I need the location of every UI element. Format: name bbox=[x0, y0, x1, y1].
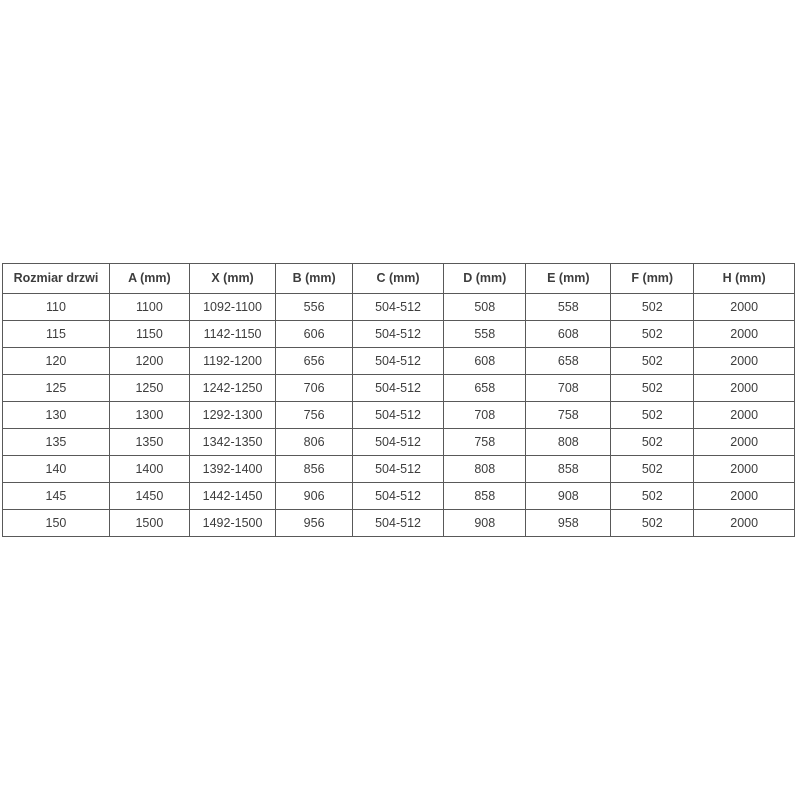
table-cell: 808 bbox=[444, 456, 526, 483]
table-cell: 504-512 bbox=[353, 429, 444, 456]
table-cell: 656 bbox=[276, 348, 353, 375]
table-cell: 1450 bbox=[109, 483, 189, 510]
table-cell: 504-512 bbox=[353, 294, 444, 321]
table-cell: 1150 bbox=[109, 321, 189, 348]
door-size-table bbox=[2, 263, 795, 537]
column-header: X (mm) bbox=[189, 264, 275, 294]
table-cell: 1400 bbox=[109, 456, 189, 483]
table-row bbox=[3, 456, 795, 483]
table-cell: 504-512 bbox=[353, 375, 444, 402]
table-cell: 502 bbox=[611, 348, 694, 375]
table-row bbox=[3, 321, 795, 348]
table-cell: 608 bbox=[444, 348, 526, 375]
table-header-row bbox=[3, 264, 795, 294]
table-cell: 504-512 bbox=[353, 321, 444, 348]
table-cell: 140 bbox=[3, 456, 110, 483]
table-cell: 502 bbox=[611, 294, 694, 321]
table-cell: 558 bbox=[444, 321, 526, 348]
table-cell: 1142-1150 bbox=[189, 321, 275, 348]
table-cell: 756 bbox=[276, 402, 353, 429]
table-cell: 606 bbox=[276, 321, 353, 348]
table-cell: 1100 bbox=[109, 294, 189, 321]
table-cell: 2000 bbox=[694, 294, 795, 321]
table-cell: 858 bbox=[526, 456, 611, 483]
table-cell: 758 bbox=[526, 402, 611, 429]
table-cell: 1200 bbox=[109, 348, 189, 375]
column-header: B (mm) bbox=[276, 264, 353, 294]
table-cell: 808 bbox=[526, 429, 611, 456]
table-cell: 135 bbox=[3, 429, 110, 456]
table-row bbox=[3, 375, 795, 402]
column-header: Rozmiar drzwi bbox=[3, 264, 110, 294]
table-cell: 504-512 bbox=[353, 456, 444, 483]
table-cell: 502 bbox=[611, 429, 694, 456]
table-cell: 502 bbox=[611, 402, 694, 429]
table-cell: 508 bbox=[444, 294, 526, 321]
table-cell: 502 bbox=[611, 321, 694, 348]
table-cell: 130 bbox=[3, 402, 110, 429]
table-cell: 120 bbox=[3, 348, 110, 375]
table-cell: 150 bbox=[3, 510, 110, 537]
table-cell: 2000 bbox=[694, 375, 795, 402]
table-cell: 908 bbox=[444, 510, 526, 537]
table-cell: 1492-1500 bbox=[189, 510, 275, 537]
table-cell: 2000 bbox=[694, 348, 795, 375]
table-cell: 504-512 bbox=[353, 483, 444, 510]
table-cell: 1242-1250 bbox=[189, 375, 275, 402]
table-cell: 1192-1200 bbox=[189, 348, 275, 375]
table-cell: 1092-1100 bbox=[189, 294, 275, 321]
table-cell: 502 bbox=[611, 375, 694, 402]
column-header: H (mm) bbox=[694, 264, 795, 294]
table-cell: 2000 bbox=[694, 321, 795, 348]
table-cell: 806 bbox=[276, 429, 353, 456]
table-cell: 110 bbox=[3, 294, 110, 321]
table-row bbox=[3, 402, 795, 429]
table-cell: 1442-1450 bbox=[189, 483, 275, 510]
table-header bbox=[3, 264, 795, 294]
table-row bbox=[3, 294, 795, 321]
table-cell: 758 bbox=[444, 429, 526, 456]
table-cell: 504-512 bbox=[353, 348, 444, 375]
table-cell: 858 bbox=[444, 483, 526, 510]
column-header: F (mm) bbox=[611, 264, 694, 294]
table-cell: 706 bbox=[276, 375, 353, 402]
table-cell: 906 bbox=[276, 483, 353, 510]
table-cell: 958 bbox=[526, 510, 611, 537]
table-cell: 2000 bbox=[694, 402, 795, 429]
table-row bbox=[3, 510, 795, 537]
column-header: A (mm) bbox=[109, 264, 189, 294]
table-cell: 708 bbox=[444, 402, 526, 429]
column-header: D (mm) bbox=[444, 264, 526, 294]
table-cell: 1250 bbox=[109, 375, 189, 402]
table-cell: 1342-1350 bbox=[189, 429, 275, 456]
table-body bbox=[3, 294, 795, 537]
table-cell: 504-512 bbox=[353, 402, 444, 429]
table-cell: 502 bbox=[611, 510, 694, 537]
table-cell: 2000 bbox=[694, 510, 795, 537]
table-cell: 658 bbox=[444, 375, 526, 402]
table-cell: 2000 bbox=[694, 456, 795, 483]
table-row bbox=[3, 483, 795, 510]
table-cell: 115 bbox=[3, 321, 110, 348]
table-cell: 908 bbox=[526, 483, 611, 510]
table-cell: 1292-1300 bbox=[189, 402, 275, 429]
table-cell: 708 bbox=[526, 375, 611, 402]
table-cell: 558 bbox=[526, 294, 611, 321]
table-cell: 1300 bbox=[109, 402, 189, 429]
table-cell: 125 bbox=[3, 375, 110, 402]
table-cell: 856 bbox=[276, 456, 353, 483]
table-cell: 556 bbox=[276, 294, 353, 321]
table-cell: 502 bbox=[611, 456, 694, 483]
column-header: E (mm) bbox=[526, 264, 611, 294]
table-cell: 956 bbox=[276, 510, 353, 537]
table-row bbox=[3, 429, 795, 456]
table-cell: 658 bbox=[526, 348, 611, 375]
table-cell: 145 bbox=[3, 483, 110, 510]
table-row bbox=[3, 348, 795, 375]
table-cell: 504-512 bbox=[353, 510, 444, 537]
column-header: C (mm) bbox=[353, 264, 444, 294]
table-cell: 1500 bbox=[109, 510, 189, 537]
table-cell: 502 bbox=[611, 483, 694, 510]
table-cell: 2000 bbox=[694, 429, 795, 456]
table-cell: 2000 bbox=[694, 483, 795, 510]
table-cell: 1392-1400 bbox=[189, 456, 275, 483]
table-cell: 1350 bbox=[109, 429, 189, 456]
table-cell: 608 bbox=[526, 321, 611, 348]
